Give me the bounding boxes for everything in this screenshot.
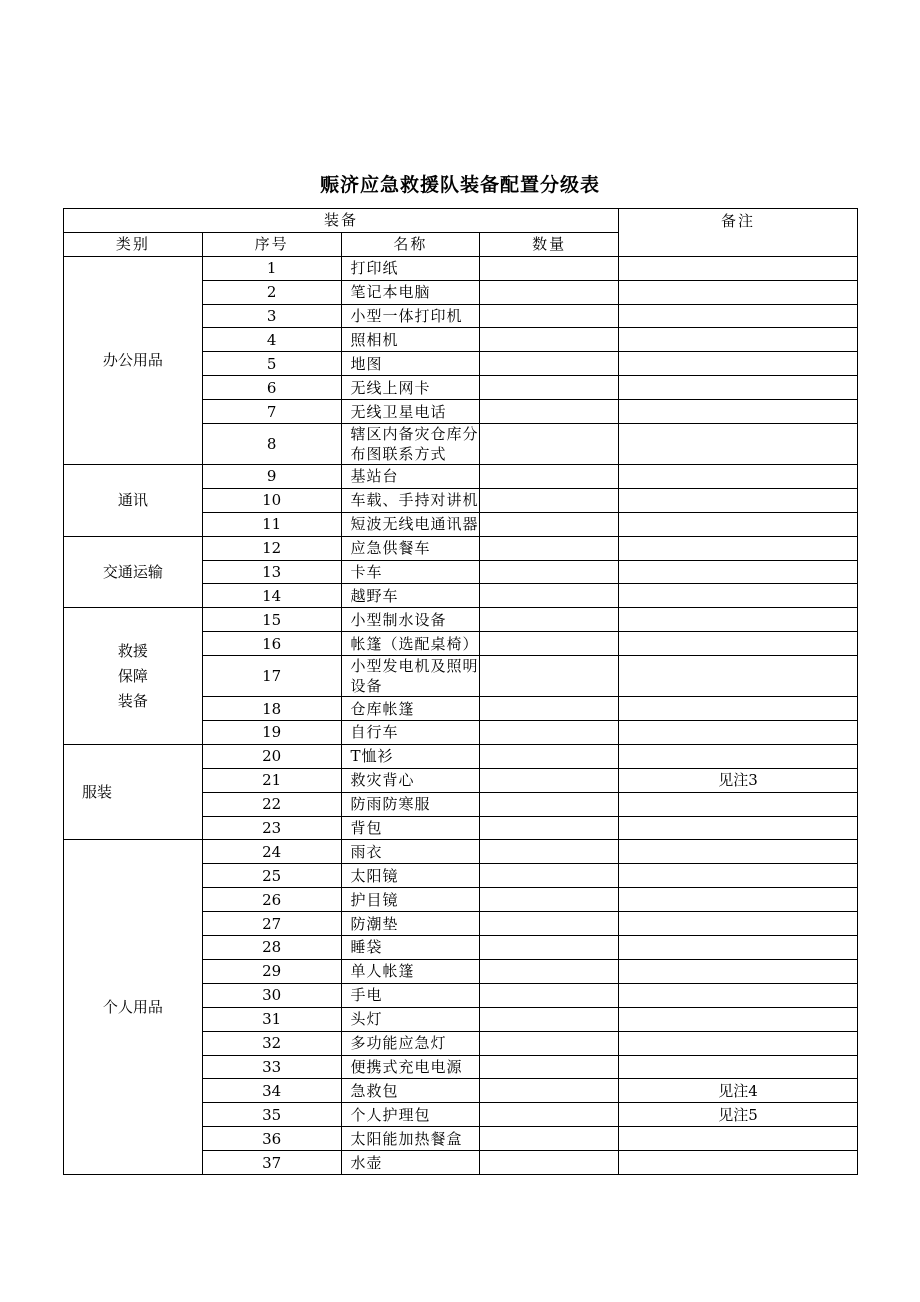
- item-quantity: [480, 983, 619, 1007]
- item-remark: [619, 256, 858, 280]
- item-quantity: [480, 888, 619, 912]
- item-quantity: [480, 959, 619, 983]
- item-remark: [619, 936, 858, 960]
- item-number: 15: [202, 608, 341, 632]
- item-quantity: [480, 1079, 619, 1103]
- item-remark: [619, 744, 858, 768]
- item-remark: [619, 1127, 858, 1151]
- item-remark: [619, 560, 858, 584]
- equipment-header: 装备: [64, 209, 619, 233]
- item-name: 卡车: [341, 560, 480, 584]
- item-quantity: [480, 816, 619, 840]
- item-quantity: [480, 697, 619, 721]
- item-quantity: [480, 560, 619, 584]
- number-header: 序号: [202, 232, 341, 256]
- item-number: 23: [202, 816, 341, 840]
- item-remark: [619, 352, 858, 376]
- item-remark: [619, 304, 858, 328]
- item-name: 帐篷（选配桌椅）: [341, 632, 480, 656]
- item-remark: 见注4: [619, 1079, 858, 1103]
- item-remark: 见注5: [619, 1103, 858, 1127]
- item-remark: 见注3: [619, 768, 858, 792]
- item-name: 背包: [341, 816, 480, 840]
- item-number: 24: [202, 840, 341, 864]
- item-name: 便携式充电电源: [341, 1055, 480, 1079]
- item-number: 17: [202, 656, 341, 697]
- item-quantity: [480, 1031, 619, 1055]
- item-number: 16: [202, 632, 341, 656]
- item-name: 太阳镜: [341, 864, 480, 888]
- item-quantity: [480, 608, 619, 632]
- item-name: 小型一体打印机: [341, 304, 480, 328]
- item-number: 18: [202, 697, 341, 721]
- item-remark: [619, 816, 858, 840]
- item-remark: [619, 912, 858, 936]
- category-header: 类别: [64, 232, 203, 256]
- item-quantity: [480, 632, 619, 656]
- item-name: 自行车: [341, 721, 480, 745]
- item-quantity: [480, 376, 619, 400]
- table-row: [64, 608, 858, 632]
- item-number: 10: [202, 488, 341, 512]
- item-number: 37: [202, 1151, 341, 1175]
- item-remark: [619, 1007, 858, 1031]
- item-remark: [619, 424, 858, 465]
- item-number: 21: [202, 768, 341, 792]
- category-clothing: 服装: [64, 744, 203, 840]
- item-number: 11: [202, 512, 341, 536]
- item-remark: [619, 536, 858, 560]
- item-number: 35: [202, 1103, 341, 1127]
- category-label-line: 救援: [117, 641, 148, 660]
- item-number: 1: [202, 256, 341, 280]
- item-name: 照相机: [341, 328, 480, 352]
- item-quantity: [480, 1151, 619, 1175]
- item-number: 30: [202, 983, 341, 1007]
- item-name: 雨衣: [341, 840, 480, 864]
- item-number: 20: [202, 744, 341, 768]
- item-remark: [619, 1031, 858, 1055]
- item-name: 防潮垫: [341, 912, 480, 936]
- item-remark: [619, 488, 858, 512]
- item-number: 13: [202, 560, 341, 584]
- item-name: 基站台: [341, 465, 480, 489]
- item-quantity: [480, 328, 619, 352]
- item-number: 14: [202, 584, 341, 608]
- item-quantity: [480, 936, 619, 960]
- name-header: 名称: [341, 232, 480, 256]
- item-number: 34: [202, 1079, 341, 1103]
- equipment-table: [63, 208, 858, 1175]
- item-name: 太阳能加热餐盒: [341, 1127, 480, 1151]
- item-name: 水壶: [341, 1151, 480, 1175]
- item-quantity: [480, 744, 619, 768]
- item-number: 25: [202, 864, 341, 888]
- table-row: [64, 465, 858, 489]
- item-remark: [619, 721, 858, 745]
- item-quantity: [480, 512, 619, 536]
- item-name: 单人帐篷: [341, 959, 480, 983]
- item-quantity: [480, 912, 619, 936]
- item-remark: [619, 840, 858, 864]
- item-name: 笔记本电脑: [341, 280, 480, 304]
- table-row: [64, 744, 858, 768]
- item-name: 救灾背心: [341, 768, 480, 792]
- category-label-line: 保障: [117, 666, 148, 685]
- item-number: 9: [202, 465, 341, 489]
- item-number: 7: [202, 400, 341, 424]
- item-remark: [619, 512, 858, 536]
- item-number: 36: [202, 1127, 341, 1151]
- item-remark: [619, 376, 858, 400]
- item-number: 19: [202, 721, 341, 745]
- item-name: 防雨防寒服: [341, 792, 480, 816]
- item-name: T恤衫: [341, 744, 480, 768]
- item-number: 33: [202, 1055, 341, 1079]
- item-quantity: [480, 280, 619, 304]
- item-name: 地图: [341, 352, 480, 376]
- item-name: 头灯: [341, 1007, 480, 1031]
- item-quantity: [480, 584, 619, 608]
- item-remark: [619, 656, 858, 697]
- item-remark: [619, 1151, 858, 1175]
- item-remark: [619, 608, 858, 632]
- item-remark: [619, 584, 858, 608]
- item-quantity: [480, 256, 619, 280]
- item-name: 应急供餐车: [341, 536, 480, 560]
- page-title: 赈济应急救援队装备配置分级表: [319, 174, 600, 196]
- remarks-header: 备注: [619, 209, 858, 257]
- item-quantity: [480, 400, 619, 424]
- item-name: 无线上网卡: [341, 376, 480, 400]
- item-remark: [619, 328, 858, 352]
- table-row: [64, 536, 858, 560]
- item-quantity: [480, 1055, 619, 1079]
- item-name: 睡袋: [341, 936, 480, 960]
- item-number: 5: [202, 352, 341, 376]
- item-remark: [619, 983, 858, 1007]
- item-name: 手电: [341, 983, 480, 1007]
- item-name: 无线卫星电话: [341, 400, 480, 424]
- item-number: 4: [202, 328, 341, 352]
- header-row-1: [64, 209, 858, 233]
- item-quantity: [480, 1127, 619, 1151]
- item-quantity: [480, 768, 619, 792]
- table-row: [64, 256, 858, 280]
- item-number: 8: [202, 424, 341, 465]
- category-label-line: 装备: [117, 691, 148, 710]
- item-name: 车载、手持对讲机: [341, 488, 480, 512]
- item-quantity: [480, 465, 619, 489]
- item-name: 短波无线电通讯器: [341, 512, 480, 536]
- item-number: 31: [202, 1007, 341, 1031]
- item-number: 26: [202, 888, 341, 912]
- category-office: 办公用品: [64, 256, 203, 464]
- item-number: 22: [202, 792, 341, 816]
- item-quantity: [480, 1103, 619, 1127]
- item-quantity: [480, 721, 619, 745]
- item-remark: [619, 697, 858, 721]
- item-number: 29: [202, 959, 341, 983]
- category-transport: 交通运输: [64, 536, 203, 608]
- item-number: 3: [202, 304, 341, 328]
- item-name: 个人护理包: [341, 1103, 480, 1127]
- table-row: [64, 840, 858, 864]
- item-name: 小型发电机及照明设备: [341, 656, 480, 697]
- item-name: 多功能应急灯: [341, 1031, 480, 1055]
- item-name: 急救包: [341, 1079, 480, 1103]
- item-remark: [619, 1055, 858, 1079]
- item-number: 12: [202, 536, 341, 560]
- item-remark: [619, 280, 858, 304]
- category-rescue-support: [64, 608, 203, 745]
- quantity-header: 数量: [480, 232, 619, 256]
- item-name: 打印纸: [341, 256, 480, 280]
- item-number: 2: [202, 280, 341, 304]
- item-name: 辖区内备灾仓库分布图联系方式: [341, 424, 480, 465]
- item-quantity: [480, 352, 619, 376]
- item-remark: [619, 864, 858, 888]
- item-remark: [619, 888, 858, 912]
- item-name: 小型制水设备: [341, 608, 480, 632]
- item-quantity: [480, 304, 619, 328]
- item-quantity: [480, 792, 619, 816]
- item-quantity: [480, 656, 619, 697]
- item-remark: [619, 792, 858, 816]
- item-quantity: [480, 1007, 619, 1031]
- item-quantity: [480, 840, 619, 864]
- item-name: 护目镜: [341, 888, 480, 912]
- item-name: 仓库帐篷: [341, 697, 480, 721]
- item-number: 27: [202, 912, 341, 936]
- item-number: 28: [202, 936, 341, 960]
- category-communication: 通讯: [64, 465, 203, 537]
- item-remark: [619, 632, 858, 656]
- item-remark: [619, 465, 858, 489]
- category-personal: 个人用品: [64, 840, 203, 1174]
- item-quantity: [480, 488, 619, 512]
- item-number: 32: [202, 1031, 341, 1055]
- item-number: 6: [202, 376, 341, 400]
- item-name: 越野车: [341, 584, 480, 608]
- item-remark: [619, 959, 858, 983]
- item-remark: [619, 400, 858, 424]
- item-quantity: [480, 424, 619, 465]
- item-quantity: [480, 864, 619, 888]
- item-quantity: [480, 536, 619, 560]
